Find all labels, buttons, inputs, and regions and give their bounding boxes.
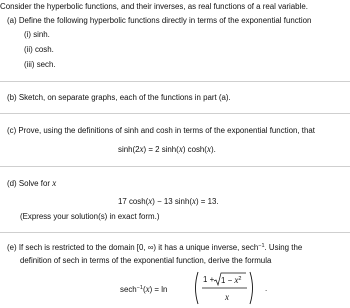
divider [0,113,350,114]
part-a-item-iii: (iii) sech. [24,60,56,69]
part-e-line1-text: (e) If sech is restricted to the domain [0, ∞) it has a unique inverse, sech [7,243,259,252]
inverse-superscript: −1 [136,285,143,291]
variable: x [206,144,211,154]
equation-a: 17 cosh( [118,197,149,206]
right-paren [250,272,253,304]
variable: x [145,284,150,294]
inverse-superscript: −1 [258,243,265,249]
identity-end: ). [210,145,216,154]
part-d-equation [118,196,219,207]
formula-period: . [265,284,268,293]
left-paren [196,272,199,304]
divider [0,81,350,82]
identity-mid2: ) cosh( [182,145,207,154]
part-c-text: (c) Prove, using the definitions of sinh and cosh in terms of the exponential function, that [7,126,315,135]
equation-c: ) = 13. [195,197,219,206]
variable: x [52,178,57,188]
variable: x [234,275,239,285]
variable: x [139,144,144,154]
formula-numerator-a: 1 + [203,275,215,284]
part-e-line1-end: . Using the [264,243,303,252]
part-a-text: (a) Define the following hyperbolic functions directly in terms of the exponential function [7,16,312,25]
intro-text: Consider the hyperbolic functions, and their inverses, as real functions of a real variable. [0,2,308,11]
part-b-text: (b) Sketch, on separate graphs, each of the functions in part (a). [7,93,231,102]
sech-text: sech [120,285,137,294]
variable: x [191,196,196,206]
formula-numerator-radicand [221,275,241,286]
part-d-text [7,178,56,189]
part-a-item-ii: (ii) cosh. [24,45,54,54]
identity-mid: ) = 2 sinh( [143,145,179,154]
variable: x [225,292,229,302]
formula-lhs: sech$^{-1}$(x) = ln [120,284,168,294]
variable: x [178,144,183,154]
formula-equals-ln: ) = ln [149,285,168,294]
divider [0,232,350,233]
square-superscript: 2 [238,276,242,282]
equation-b: ) − 13 sinh( [152,197,192,206]
variable: x [148,196,153,206]
part-c-identity [118,144,216,155]
part-a-item-i: (i) sinh. [24,30,50,39]
formula-denominator [225,292,229,303]
part-d-label: (d) Solve for [7,179,50,188]
identity-left: sinh(2 [118,145,140,154]
divider [0,166,350,167]
part-e-line2: definition of sech in terms of the exponential function, derive the formula [20,256,272,265]
part-d-note: (Express your solution(s) in exact form.) [20,212,160,221]
part-e-line1 [7,243,302,252]
radicand-text: 1 − [221,276,233,285]
